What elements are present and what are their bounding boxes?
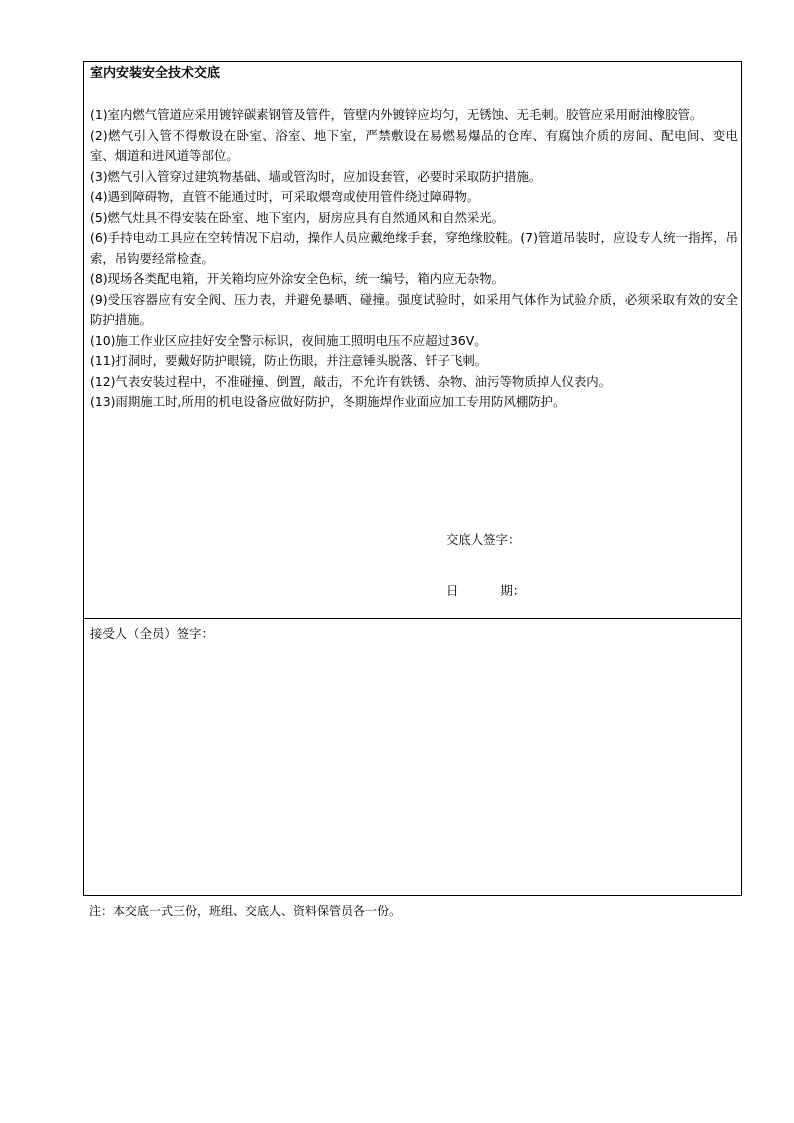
safety-item: (12)气表安装过程中，不准碰撞、倒置，敲击，不允许有铁锈、杂物、油污等物质掉人仪表内。 — [90, 373, 612, 389]
safety-item: (2)燃气引入管不得敷设在卧室、浴室、地下室，严禁敷设在易燃易爆品的仓库、有腐蚀介质的房间、配电间、变电室、烟道和进风道等部位。 — [90, 127, 738, 163]
safety-item: (9)受压容器应有安全阀、压力表，并避免暴晒、碰撞。强度试验时，如采用气体作为试验介质，必须采取有效的安全防护措施。 — [90, 291, 738, 327]
safety-item: (6)手持电动工具应在空转情况下启动，操作人员应戴绝缘手套，穿绝缘胶鞋。(7)管道吊装时，应设专人统一指挥，吊索，吊钩要经常检查。 — [90, 230, 738, 266]
safety-item: (8)现场各类配电箱，开关箱均应外涂安全色标，统一编号，箱内应无杂物。 — [90, 271, 505, 286]
footer-note: 注：本交底一式三份，班组、交底人、资料保管员各一份。 — [89, 904, 402, 918]
safety-item: (3)燃气引入管穿过建筑物基础、墙或管沟时，应加设套管，必要时采取防护措施。 — [90, 168, 542, 184]
safety-item: (11)打洞时，要戴好防护眼镜，防止伤眼，并注意锤头脱落、钎子飞刺。 — [90, 353, 488, 368]
receiver-label: 接受人（全员）签字： — [90, 626, 214, 641]
safety-item: (5)燃气灶具不得安装在卧室、地下室内，厨房应具有自然通风和自然采光。 — [90, 209, 505, 225]
safety-item: (13)雨期施工时,所用的机电设备应做好防护，冬期施焊作业面应加工专用防风棚防护。 — [90, 394, 566, 409]
safety-item: (1)室内燃气管道应采用镀锌碳素钢管及管件，管壁内外镀锌应均匀，无锈蚀、无毛刺。胶管应采用耐油橡胶管。 — [90, 107, 703, 122]
date-label-right: 期： — [500, 583, 526, 598]
disclosure-form — [83, 61, 742, 896]
date-label-left: 日 — [446, 583, 459, 598]
safety-item: (4)遇到障碍物，直管不能通过时，可采取煨弯或使用管件绕过障碍物。 — [90, 189, 480, 204]
safety-items-list — [90, 105, 738, 413]
signer-signature-row — [446, 531, 534, 549]
receiver-signature-row — [90, 625, 214, 643]
disclosure-content-section — [84, 62, 741, 619]
signer-label: 交底人签字： — [446, 532, 521, 547]
safety-item: (10)施工作业区应挂好安全警示标识，夜间施工照明电压不应超过36V。 — [90, 332, 487, 348]
receiver-section — [84, 619, 741, 895]
document-title: 室内安装安全技术交底 — [90, 66, 221, 81]
date-row — [446, 582, 539, 600]
